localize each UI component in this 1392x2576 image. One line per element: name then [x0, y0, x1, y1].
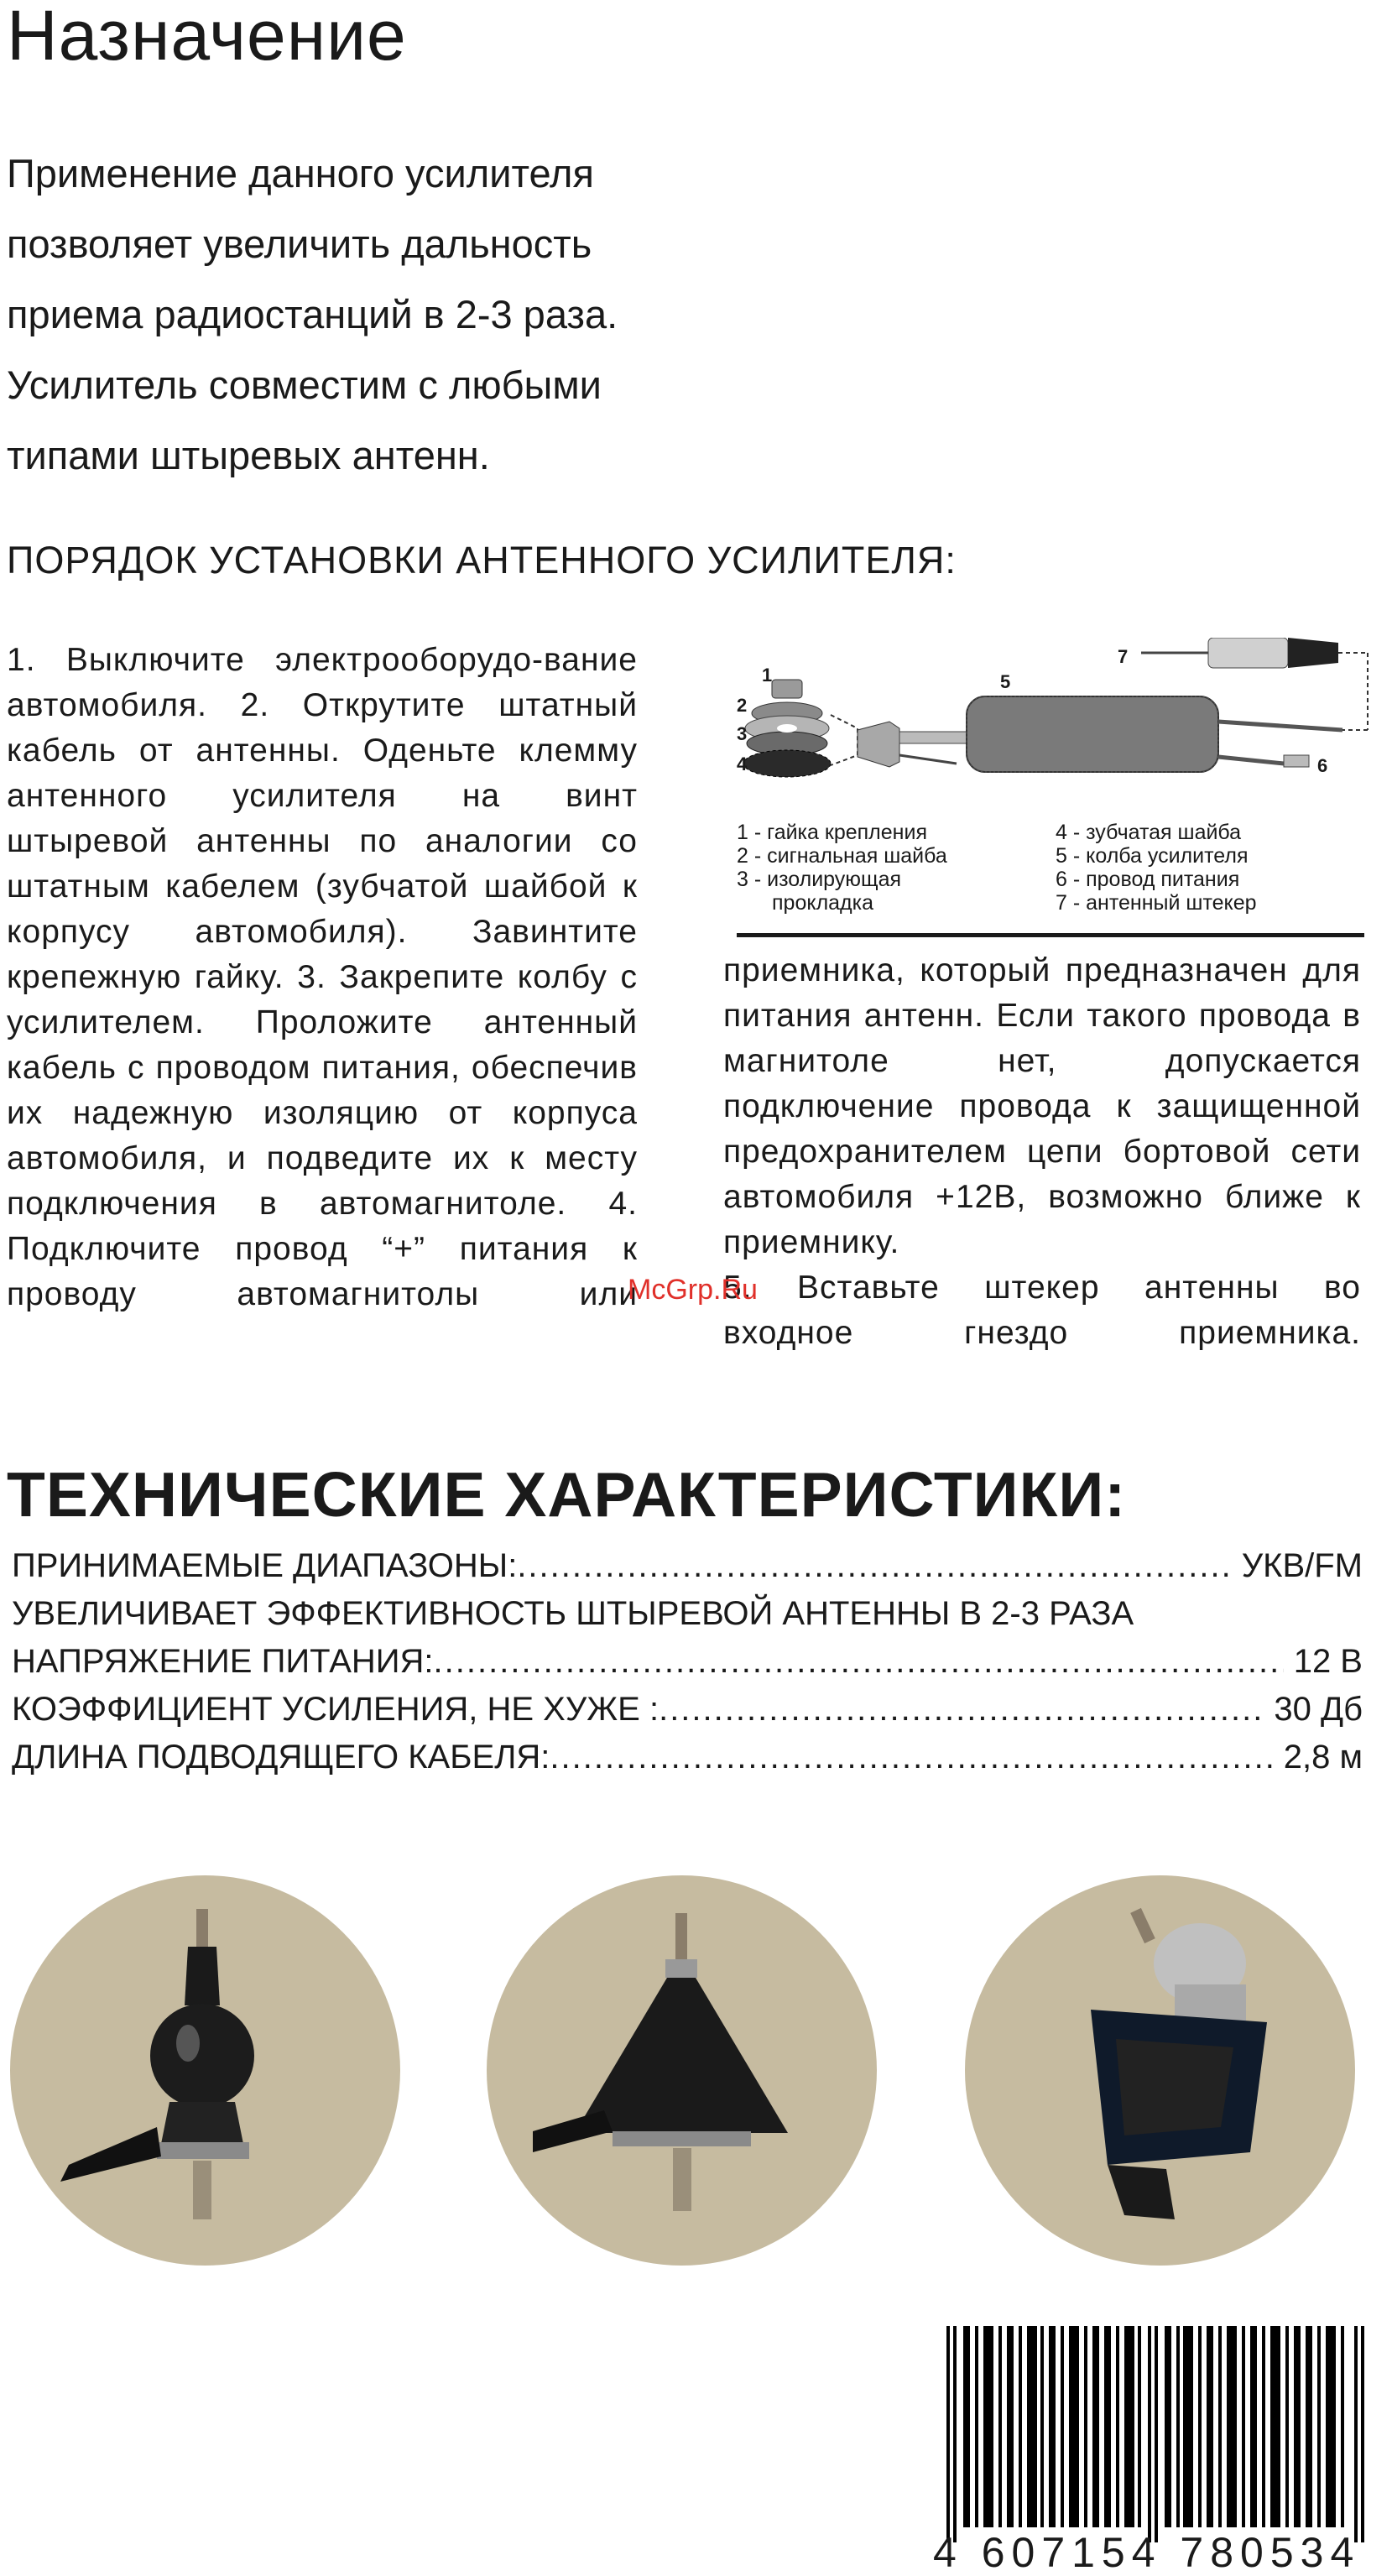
specs-heading: ТЕХНИЧЕСКИЕ ХАРАКТЕРИСТИКИ: — [7, 1459, 1127, 1530]
steps-text: 1. Выключите электрооборудо-вание автомобиля. 2. Открутите штатный кабель от антенны. Оденьте клемму антенного усилителя на винт штыревой антенны по аналогии со штатным кабелем (зубчатой шайбой к корпусу автомобиля). Завинтите крепежную гайку. 3. Закрепите колбу с усилителем. Проложите антенный кабель с проводом питания, обеспечив их надежную изоляцию от корпуса автомобиля, и подведите их к месту подключения в автомагнитоле. 4. Подключите провод “+” питания к проводу автомагнитолы или — [7, 642, 638, 1312]
diagram-number: 2 — [737, 695, 748, 716]
spec-row — [12, 1686, 1363, 1734]
legend-item: 4 - зубчатая шайба — [1056, 821, 1242, 844]
page-title: Назначение — [7, 0, 407, 75]
product-photo-cone-mount — [487, 1875, 877, 2266]
legend-item: 7 - антенный штекер — [1056, 891, 1257, 915]
legend-item: 1 - гайка крепления — [737, 821, 927, 844]
product-photo-bracket-mount — [965, 1875, 1355, 2266]
intro-line: Усилитель совместим с любыми — [7, 362, 602, 407]
intro-line: типами штыревых антенн. — [7, 433, 490, 477]
diagram-number: 6 — [1317, 755, 1328, 776]
spec-label: УВЕЛИЧИВАЕТ ЭФФЕКТИВНОСТЬ ШТЫРЕВОЙ АНТЕННЫ В 2-3 РАЗА — [12, 1595, 1134, 1632]
diagram-number: 1 — [762, 665, 773, 686]
spec-label: КОЭФФИЦИЕНТ УСИЛЕНИЯ, НЕ ХУЖЕ : — [12, 1691, 660, 1728]
legend-item: 3 - изолирующая — [737, 868, 902, 891]
watermark: McGrp.Ru — [628, 1274, 758, 1306]
spec-row — [12, 1542, 1363, 1590]
amplifier-diagram — [705, 638, 1376, 952]
spec-value: 30 Дб — [1274, 1691, 1363, 1728]
intro-line: приема радиостанций в 2-3 раза. — [7, 292, 618, 336]
diagram-svg — [705, 638, 1376, 952]
steps-text: приемника, который предназначен для питания антенн. Если такого провода в магнитоле нет, допускается подключение провода к защищенной предохранителем цепи бортовой сети автомобиля +12В, возможно ближе к приемнику. — [723, 952, 1361, 1260]
legend-item: прокладка — [772, 891, 874, 915]
spec-value: 2,8 м — [1283, 1739, 1363, 1776]
diagram-number: 5 — [1000, 671, 1011, 692]
product-photo-ball-mount — [10, 1875, 400, 2266]
specs-list — [12, 1542, 1363, 1781]
intro-paragraph — [7, 138, 745, 491]
barcode-number: 4 607154 780534 — [933, 2529, 1361, 2576]
install-steps-left — [7, 638, 638, 1317]
spec-value: УКВ/FM — [1241, 1547, 1363, 1584]
install-steps-right — [723, 948, 1361, 1356]
diagram-divider — [737, 933, 1364, 937]
diagram-number: 4 — [737, 754, 748, 774]
intro-line: позволяет увеличить дальность — [7, 222, 592, 266]
legend-item: 6 - провод питания — [1056, 868, 1240, 891]
legend-item: 5 - колба усилителя — [1056, 844, 1249, 868]
barcode — [946, 2326, 1371, 2542]
intro-line: Применение данного усилителя — [7, 151, 594, 196]
diagram-number: 7 — [1118, 646, 1129, 667]
diagram-number: 3 — [737, 723, 748, 744]
steps-text: 5. Вставьте штекер антенны во входное гнездо приемника. — [723, 1270, 1361, 1351]
spec-row — [12, 1734, 1363, 1781]
spec-label: ДЛИНА ПОДВОДЯЩЕГО КАБЕЛЯ: — [12, 1739, 550, 1776]
spec-row — [12, 1638, 1363, 1686]
barcode-bars — [946, 2326, 1371, 2542]
spec-row — [12, 1590, 1363, 1638]
spec-label: НАПРЯЖЕНИЕ ПИТАНИЯ: — [12, 1643, 434, 1680]
spec-value: 12 В — [1293, 1643, 1363, 1680]
spec-label: ПРИНИМАЕМЫЕ ДИАПАЗОНЫ: — [12, 1547, 518, 1584]
install-heading: ПОРЯДОК УСТАНОВКИ АНТЕННОГО УСИЛИТЕЛЯ: — [7, 539, 957, 581]
legend-item: 2 - сигнальная шайба — [737, 844, 947, 868]
washer-stack — [743, 680, 831, 777]
